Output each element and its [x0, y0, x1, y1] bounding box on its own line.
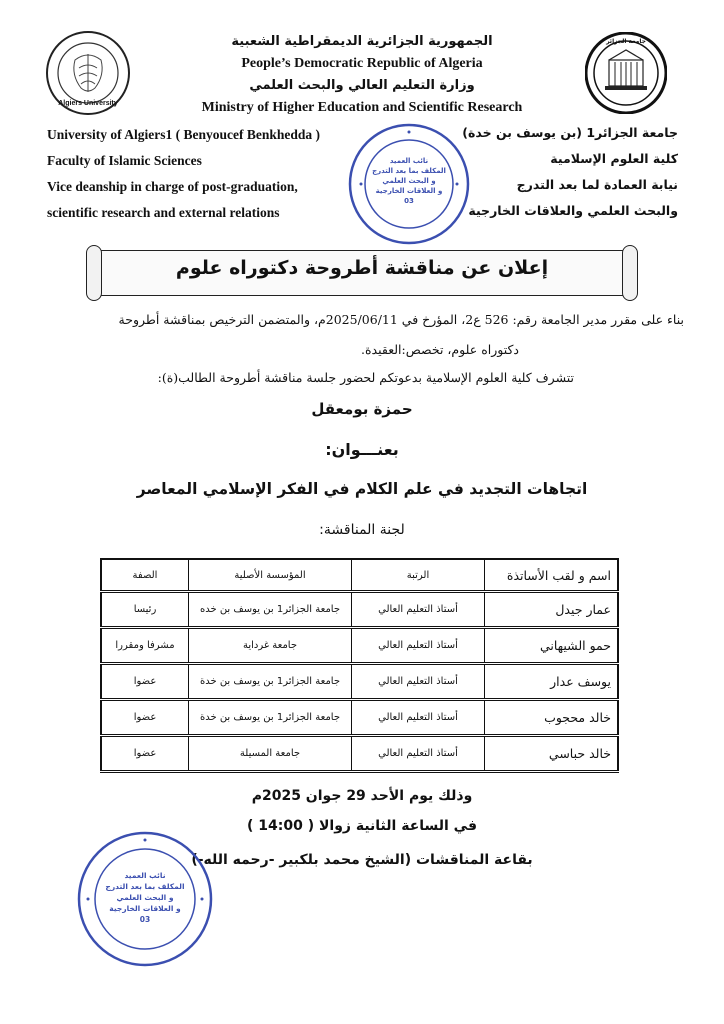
official-seal-bottom — [76, 830, 214, 968]
institution-block-en — [47, 122, 320, 226]
student-name: حمزة بومعقل — [311, 400, 413, 418]
defense-place: بقاعة المناقشات (الشيخ محمد بلكبير -رحمه الله-) — [191, 852, 533, 868]
invitation-line: تتشرف كلية العلوم الإسلامية بدعوتكم لحضور جلسة مناقشة أطروحة الطالب(ة): — [157, 370, 574, 385]
committee-label: لجنة المناقشة: — [319, 522, 405, 538]
seal-bottom-inner-3: و البحث العلمي — [116, 893, 174, 902]
thesis-title: اتجاهات التجديد في علم الكلام في الفكر الإسلامي المعاصر — [136, 480, 588, 498]
header-institution: المؤسسة الأصلية — [189, 559, 352, 592]
seal-top-inner-1: نائب العميد — [389, 157, 429, 165]
seal-bottom-inner-4: و العلاقات الخارجية — [109, 904, 181, 913]
announcement-title: إعلان عن مناقشة أطروحة دكتوراه علوم — [175, 257, 549, 279]
member-name: يوسف عدار — [485, 664, 619, 700]
member-name: حمو الشيهاني — [485, 628, 619, 664]
committee-table — [100, 558, 619, 773]
seal-top-inner — [369, 156, 449, 206]
seal-top-inner-2: المكلف بما بعد التدرج — [372, 167, 446, 175]
left-logo-text: Algiers University — [58, 100, 118, 107]
table-row — [101, 628, 618, 664]
seal-bottom-inner — [102, 870, 188, 925]
member-role: عضوا — [101, 664, 189, 700]
member-institution: جامعة الجزائر1 بن يوسف بن خدة — [189, 664, 352, 700]
member-institution: جامعة غرداية — [189, 628, 352, 664]
seal-bottom-inner-1: نائب العميد — [124, 871, 166, 880]
header-rank: الرتبة — [352, 559, 485, 592]
seal-top-number: 03 — [404, 197, 414, 205]
member-rank: أستاذ التعليم العالي — [352, 664, 485, 700]
vice-deanship-ar-2: والبحث العلمي والعلاقات الخارجية — [468, 203, 678, 218]
faculty-name-ar: كلية العلوم الإسلامية — [550, 151, 678, 166]
member-rank: أستاذ التعليم العالي — [352, 628, 485, 664]
university-logo-left — [45, 30, 131, 116]
defense-date: وذلك يوم الأحد 29 جوان 2025م — [251, 788, 473, 804]
table-header-row — [101, 559, 618, 592]
seal-top-inner-3: و البحث العلمي — [382, 177, 436, 185]
table-row — [101, 736, 618, 772]
seal-top-inner-4: و العلاقات الخارجية — [375, 187, 443, 195]
republic-ar: الجمهورية الجزائرية الديمقراطية الشعبية — [231, 34, 493, 49]
decision-line-2: دكتوراه علوم، تخصص:العقيدة. — [361, 342, 519, 357]
member-name: عمار جيدل — [485, 592, 619, 628]
seal-bottom-inner-2: المكلف بما بعد التدرج — [105, 882, 185, 891]
header-role: الصفة — [101, 559, 189, 592]
member-name: خالد محجوب — [485, 700, 619, 736]
defense-time: في الساعة الثانية زوالا ( 14:00 ) — [246, 818, 478, 834]
ministry-en: Ministry of Higher Education and Scientific Research — [201, 100, 523, 115]
member-name: خالد حباسي — [485, 736, 619, 772]
university-logo-right — [585, 32, 667, 114]
member-role: مشرفا ومقررا — [101, 628, 189, 664]
vice-deanship-en: Vice deanship in charge of post-graduation, — [47, 179, 298, 194]
seal-bottom-number: 03 — [139, 915, 151, 924]
vice-deanship-ar: نيابة العمادة لما بعد التدرج — [516, 177, 678, 192]
member-institution: جامعة الجزائر1 بن يوسف بن خدة — [189, 700, 352, 736]
table-row — [101, 700, 618, 736]
republic-en: People’s Democratic Republic of Algeria — [241, 56, 483, 71]
university-name-en: University of Algiers1 ( Benyoucef Benkhedda ) — [47, 127, 320, 142]
member-institution: جامعة المسيلة — [189, 736, 352, 772]
institution-block-ar — [462, 120, 678, 224]
announcement-banner — [97, 250, 627, 296]
official-seal-top — [347, 122, 471, 246]
member-role: رئيسا — [101, 592, 189, 628]
right-logo-text: جامعة الجزائر — [606, 38, 646, 45]
table-row — [101, 592, 618, 628]
member-rank: أستاذ التعليم العالي — [352, 736, 485, 772]
ministry-ar: وزارة التعليم العالي والبحث العلمي — [249, 78, 475, 93]
member-role: عضوا — [101, 700, 189, 736]
decision-line-1: بناء على مقرر مدير الجامعة رقم: 526 ع2، المؤرخ في 2025/06/11م، والمتضمن الترخيص بمناقشة أطروحة — [118, 312, 684, 327]
faculty-name-en: Faculty of Islamic Sciences — [47, 153, 202, 168]
title-label: بعنـــوان: — [325, 440, 399, 459]
header-professor-name: اسم و لقب الأساتذة — [485, 559, 619, 592]
member-institution: جامعة الجزائر1 بن يوسف بن خده — [189, 592, 352, 628]
university-name-ar: جامعة الجزائر1 (بن يوسف بن خدة) — [462, 125, 678, 140]
vice-deanship-en-2: scientific research and external relations — [47, 205, 280, 220]
member-role: عضوا — [101, 736, 189, 772]
member-rank: أستاذ التعليم العالي — [352, 700, 485, 736]
table-row — [101, 664, 618, 700]
member-rank: أستاذ التعليم العالي — [352, 592, 485, 628]
